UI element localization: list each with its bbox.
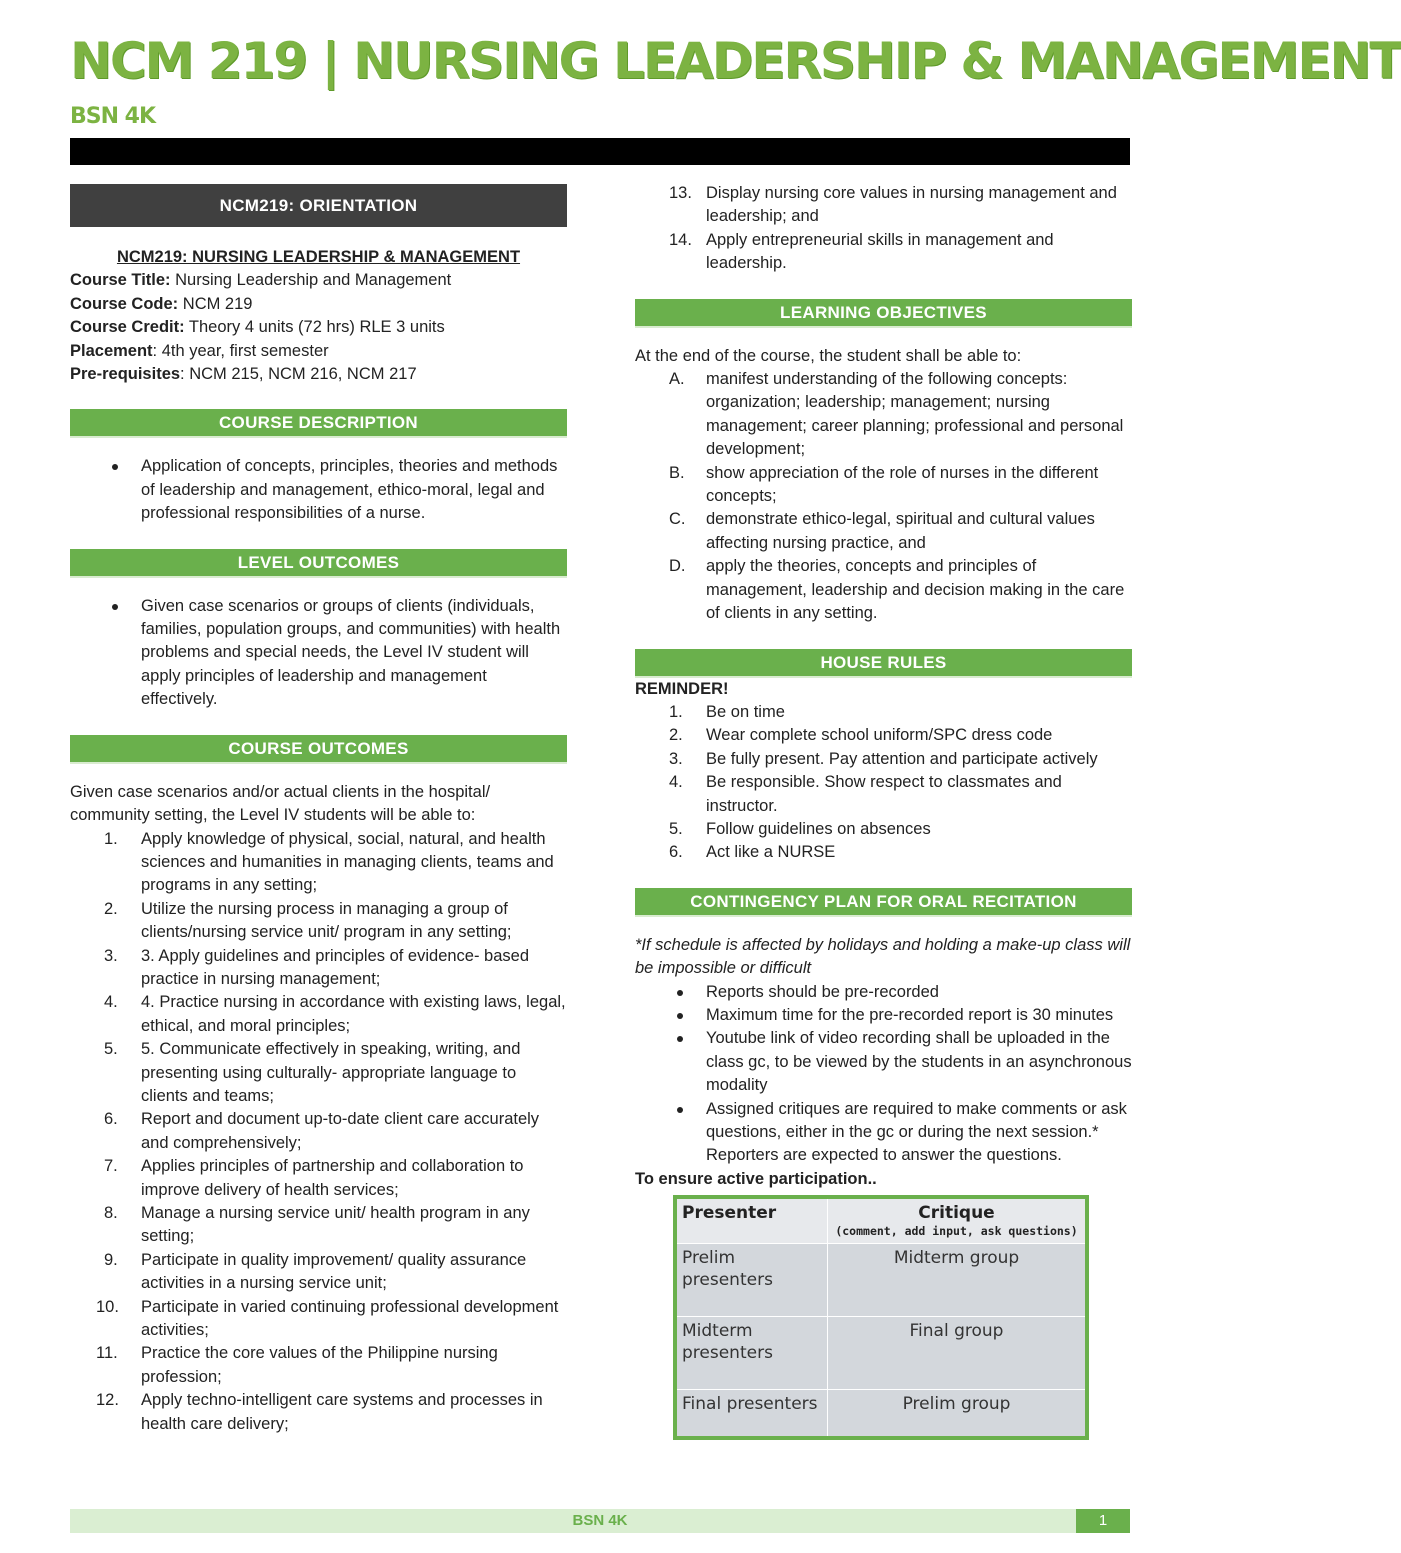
list-item: Maximum time for the pre-recorded report is 30 minutes (635, 1004, 1132, 1027)
list-item: 14. Apply entrepreneurial skills in management and leadership. (669, 230, 1054, 273)
reminder-label: REMINDER! (635, 679, 729, 698)
list-item: 12. Apply techno-intelligent care systems and processes in health care delivery; (96, 1391, 543, 1433)
orientation-heading: NCM219: ORIENTATION (70, 184, 567, 227)
list-item: 5. Follow guidelines on absences (669, 819, 931, 838)
list-item: D. apply the theories, concepts and principles of management, leadership and decision making in the care of clients in any setting. (669, 557, 1125, 623)
list-item: 6. Report and document up-to-date client care accurately and comprehensively; (104, 1110, 540, 1152)
list-item: 1. Be on time (669, 702, 785, 721)
level-outcomes-heading: LEVEL OUTCOMES (70, 549, 567, 578)
course-code-row: Course Code: NCM 219 (70, 294, 253, 313)
contingency-plan-heading: CONTINGENCY PLAN FOR ORAL RECITATION (635, 888, 1132, 917)
course-outcomes-list (70, 828, 567, 1437)
participation-label: To ensure active participation.. (635, 1169, 877, 1188)
level-outcomes-list (70, 595, 567, 712)
critique-cell: Midterm group (828, 1244, 1088, 1317)
list-item: 4. Be responsible. Show respect to classmates and instructor. (669, 773, 1062, 815)
course-title-row: Course Title: Nursing Leadership and Management (70, 271, 452, 290)
placement-row: Placement: 4th year, first semester (70, 341, 329, 360)
list-item: 11. Practice the core values of the Philippine nursing profession; (96, 1344, 498, 1386)
learning-objectives-intro: At the end of the course, the student shall be able to: (635, 346, 1022, 365)
course-info (70, 269, 567, 386)
document-subtitle: BSN 4K (70, 104, 156, 129)
list-item: 10. Participate in varied continuing professional development activities; (96, 1297, 559, 1340)
course-description-list (70, 455, 567, 525)
critique-subheader: (comment, add input, ask questions) (835, 1224, 1078, 1239)
presenter-header: Presenter (675, 1197, 828, 1244)
page-number: 1 (1076, 1509, 1130, 1533)
list-item: 3. 3. Apply guidelines and principles of evidence- based practice in nursing management; (104, 946, 530, 988)
presenter-cell: Midterm presenters (675, 1317, 828, 1390)
contingency-list (635, 981, 1132, 1168)
list-item: 3. Be fully present. Pay attention and participate actively (669, 749, 1098, 768)
list-item: Youtube link of video recording shall be uploaded in the class gc, to be viewed by the students in an asynchronous modality (635, 1027, 1132, 1097)
left-column (70, 184, 567, 1436)
course-credit-row: Course Credit: Theory 4 units (72 hrs) RLE 3 units (70, 318, 445, 337)
course-description-heading: COURSE DESCRIPTION (70, 409, 567, 438)
course-outcomes-intro: Given case scenarios and/or actual clients in the hospital/ community setting, the Level IV students will be able to: (70, 782, 491, 825)
right-column (635, 182, 1132, 1440)
list-item: 4. 4. Practice nursing in accordance with existing laws, legal, ethical, and moral principles; (104, 993, 566, 1035)
list-item: 8. Manage a nursing service unit/ health program in any setting; (104, 1204, 530, 1246)
list-item: Given case scenarios or groups of clients (individuals, families, population groups, and communities) with health problems and special needs, the Level IV student will apply principles of leadership and management effectively. (70, 595, 567, 712)
table-row (675, 1244, 1087, 1317)
list-item: 6. Act like a NURSE (669, 843, 836, 862)
list-item: 7. Applies principles of partnership and collaboration to improve delivery of health services; (104, 1157, 524, 1199)
list-item: Application of concepts, principles, theories and methods of leadership and management, ethico-moral, legal and professional responsibilities of a nurse. (70, 455, 567, 525)
critique-header: Critique (comment, add input, ask questions) (828, 1197, 1088, 1244)
table-row (675, 1317, 1087, 1390)
list-item: 2. Utilize the nursing process in managing a group of clients/nursing service unit/ program in any setting; (104, 899, 512, 942)
list-item: A. manifest understanding of the following concepts: organization; leadership; management; nursing management; career planning; professional and personal development; (669, 370, 1124, 459)
table-header-row (675, 1197, 1087, 1244)
table-row (675, 1390, 1087, 1438)
learning-objectives-list (635, 368, 1132, 625)
list-item: 13. Display nursing core values in nursing management and leadership; and (669, 184, 1117, 226)
list-item: 9. Participate in quality improvement/ quality assurance activities in a nursing service unit; (104, 1250, 527, 1293)
list-item: Assigned critiques are required to make comments or ask questions, either in the gc or during the next session.* Reporters are expected to answer the questions. (635, 1098, 1132, 1168)
course-outcomes-heading: COURSE OUTCOMES (70, 735, 567, 764)
list-item: 1. Apply knowledge of physical, social, natural, and health sciences and humanities in managing clients, teams and programs in any setting; (104, 829, 554, 895)
course-heading: NCM219: NURSING LEADERSHIP & MANAGEMENT (116, 248, 521, 266)
critique-cell: Prelim group (828, 1390, 1088, 1438)
header-divider-bar (70, 138, 1130, 165)
list-item: C. demonstrate ethico-legal, spiritual and cultural values affecting nursing practice, and (669, 510, 1095, 552)
learning-objectives-heading: LEARNING OBJECTIVES (635, 299, 1132, 328)
house-rules-heading: HOUSE RULES (635, 649, 1132, 678)
house-rules-list (635, 701, 1132, 865)
list-item: 2. Wear complete school uniform/SPC dress code (669, 726, 1053, 745)
prerequisites-row: Pre-requisites: NCM 215, NCM 216, NCM 217 (70, 365, 417, 384)
list-item: B. show appreciation of the role of nurses in the different concepts; (669, 463, 1099, 506)
list-item: 5. 5. Communicate effectively in speaking, writing, and presenting using culturally- appropriate language to clients and teams; (104, 1040, 521, 1105)
footer-label: BSN 4K (572, 1512, 628, 1529)
contingency-note: *If schedule is affected by holidays and holding a make-up class will be impossible or difficult (635, 935, 1131, 978)
document-title: NCM 219 | NURSING LEADERSHIP & MANAGEMENT (70, 32, 1401, 90)
list-item: Reports should be pre-recorded (635, 981, 1132, 1004)
critique-table (673, 1195, 1089, 1440)
course-outcomes-continued-list (635, 182, 1132, 276)
presenter-cell: Final presenters (675, 1390, 828, 1438)
presenter-cell: Prelim presenters (675, 1244, 828, 1317)
critique-cell: Final group (828, 1317, 1088, 1390)
page-footer (70, 1509, 1130, 1533)
